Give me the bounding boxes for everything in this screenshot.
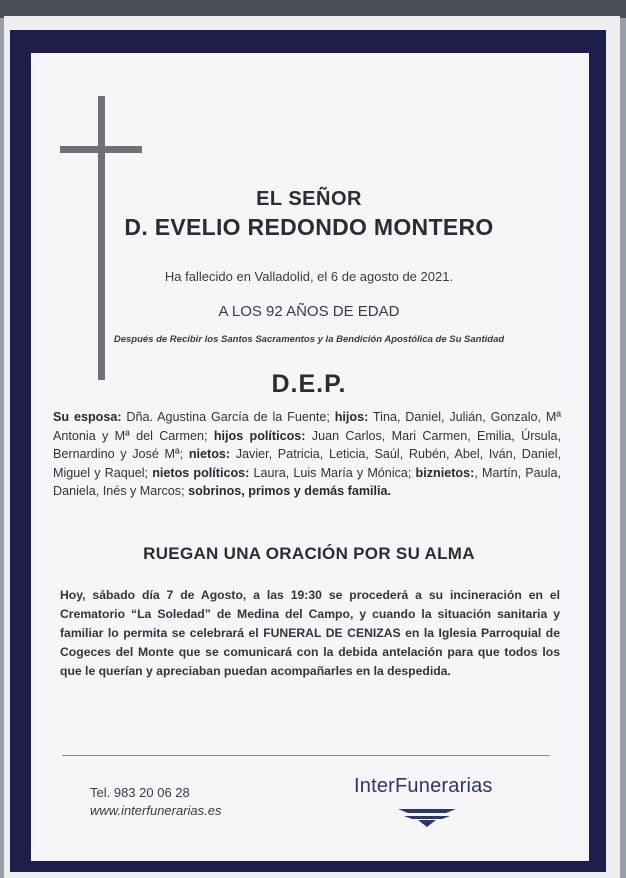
title-line-1: EL SEÑOR [256, 188, 362, 210]
family-names: Laura, Luis María y Mónica; [249, 465, 416, 480]
brand-logo-text: InterFunerarias [354, 775, 493, 797]
family-label: biznietos: [415, 465, 475, 480]
family-label: sobrinos, primos y demás familia. [188, 484, 392, 499]
death-date-line: Ha fallecido en Valladolid, el 6 de agosto de 2021. [164, 269, 454, 284]
family-label: Su esposa: [53, 410, 122, 424]
family-label: nietos: [188, 447, 231, 462]
funeral-details: Hoy, sábado día 7 de Agosto, a las 19:30 se procederá a su incineración en el Crematorio “La Soledad” de Medina del Campo, y cuando la situación sanitaria y familiar lo permita se celebrará el FUNERAL DE CENIZAS en la Iglesia Parroquial de Cogeces del Monte que se comunicará con la debida antelación para que todos los que le querían y apreciaban puedan acompañarles en la despedida. [60, 588, 560, 678]
dep-heading: D.E.P. [271, 370, 347, 398]
family-names: , Martín, Paula, Daniela, Inés y Marcos; [53, 465, 561, 499]
family-names: Javier, Patricia, Leticia, Saúl, Rubén, Abel, Iván, Daniel, Miguel y Raquel; [53, 447, 561, 480]
prayer-request-heading: RUEGAN UNA ORACIÓN POR SU ALMA [143, 544, 475, 563]
family-label: nietos políticos: [152, 465, 250, 480]
age-line: A LOS 92 AÑOS DE EDAD [218, 303, 400, 320]
winged-arrow-icon [396, 806, 458, 828]
family-label: hijos: [334, 410, 369, 424]
family-names: Tina, Daniel, Julián, Gonzalo, Mª Antonia y Mª del Carmen; [53, 410, 561, 443]
footer-divider [62, 755, 550, 756]
sacraments-line: Después de Recibir los Santos Sacramentos y la Bendición Apostólica de Su Santidad [113, 334, 505, 345]
cross-icon-horizontal [60, 146, 142, 153]
deceased-name: D. EVELIO REDONDO MONTERO [124, 214, 494, 240]
obituary-notice [36, 58, 582, 854]
family-list [53, 408, 561, 501]
phone-number: Tel. 983 20 06 28 [90, 785, 190, 800]
website-link[interactable]: www.interfunerarias.es [90, 803, 222, 818]
family-names: Dña. Agustina García de la Fuente; [121, 410, 335, 424]
family-names: Juan Carlos, Mari Carmen, Emilia, Úrsula, Bernardino y José Mª; [53, 428, 561, 462]
family-label: hijos políticos: [213, 428, 306, 443]
